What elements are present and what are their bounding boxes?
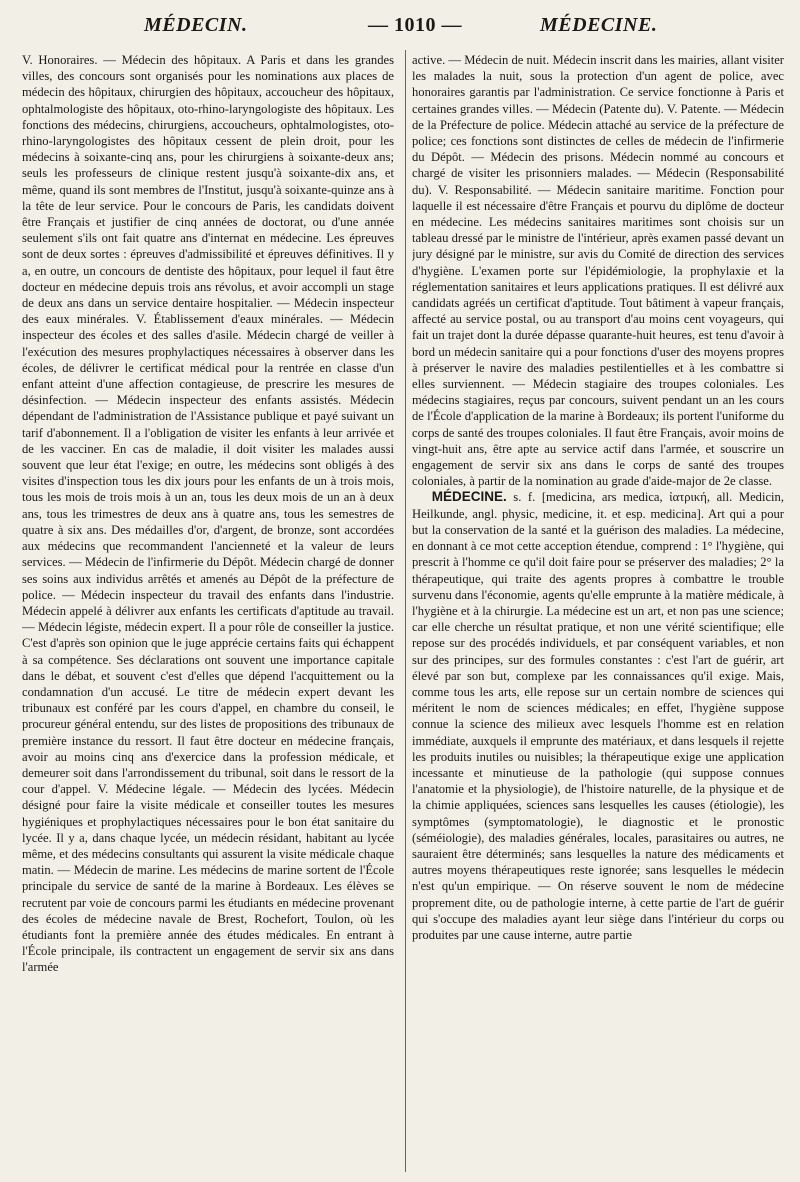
right-column — [412, 52, 784, 1174]
entry-definition: s. f. [medicina, ars medica, ἰατρική, all. Medicin, Heilkunde, angl. physic, medicine, it. et esp. medicina]. Art qui a pour but la conservation de la santé et la guérison des maladies. La médecine, en donnant à ce mot cette acception étendue, comprend : 1° l'hygiène, qui prescrit à l'homme ce qu'il doit faire pour se préserver des maladies; 2° la thérapeutique, qui traite des agents propres à combattre le trouble survenu dans l'économie, agents qu'elle emprunte à la matière médicale, à l'hygiène et à la chirurgie. La médecine est un art, et non pas une science; car elle cherche un résultat pratique, et non une vérité scientifique; elle repose sur des procédés individuels, et par conséquent variables, et non sur des principes, sur des formules constantes : c'est l'art de guérir, art élevé par son but, complexe par les connaissances qu'il exige. Mais, comme tous les arts, elle repose sur un certain nombre de sciences qui méritent le nom de sciences médicales; en effet, l'hygiène suppose connue la science des milieux avec lesquels l'homme est en relation immédiate, auxquels il emprunte des matériaux, et dans lesquels il rejette les produits inutiles ou nuisibles; la thérapeutique exige une application incessante et minutieuse de la pathologie (qui suppose connues l'anatomie et la physiologie), de l'histoire naturelle, de la physique et de la chimie appliquées, sciences sans lesquelles les causes (étiologie), les symptômes (symptomatologie), le diagnostic et le pronostic (séméiologie), des maladies générales, locales, parasitaires ou autres, ne sauraient être déterminés; sans lesquelles la nature des médicaments et autres moyens thérapeutiques reste ignorée; sans lesquelles le médecin n'est qu'un empirique. — On réserve souvent le nom de médecine proprement dite, ou de pathologie interne, à cette partie de l'art de guérir qui s'occupe des maladies ayant leur siège dans l'intérieur du corps ou produites par une cause interne, autre partie — [412, 490, 784, 942]
page-number: — 1010 — — [368, 14, 462, 36]
text-columns — [22, 52, 784, 1174]
left-column — [22, 52, 394, 1174]
left-column-text: V. Honoraires. — Médecin des hôpitaux. A Paris et dans les grandes villes, des concours sont organisés pour les nominations aux places de médecin des hôpitaux, chirurgien des hôpitaux, accoucheur des hôpitaux, ophtalmologiste des hôpitaux, oto-rhino-laryngologiste des hôpitaux. Les fonctions des médecins, chirurgiens, accoucheurs, ophtalmologistes, oto-rhino-laryngologistes des hôpitaux cessent de plein droit, pour les médecins à soixante-cinq ans, pour les chirurgiens à soixante-deux ans; seuls les professeurs de clinique restent jusqu'à soixante-dix ans, et même, quand ils sont membres de l'Institut, jusqu'à soixante-quinze ans à la tête de leur service. Pour le concours de Paris, les candidats doivent être Français et justifier de cinq années de doctorat, ou d'une année seulement s'ils ont fait quatre ans d'internat en médecine. Les épreuves sont de deux sortes : épreuves d'admissibilité et épreuves définitives. Il y a, en outre, un concours de dentiste des hôpitaux, pour lequel il faut être docteur en médecine depuis trois ans révolus, et avoir accompli un stage de deux ans dans un service dentaire hospitalier. — Médecin inspecteur des eaux minérales. V. Établissement d'eaux minérales. — Médecin inspecteur des écoles et des salles d'asile. Médecin chargé de veiller à l'exécution des mesures prophylactiques nécessaires à observer dans les écoles, de délivrer le certificat médical pour la rentrée en classe d'un enfant atteint d'une affection contagieuse, de prescrire les mesures de désinfection. — Médecin inspecteur des enfants assistés. Médecin dépendant de l'administration de l'Assistance publique et payé suivant un tarif d'abonnement. Il a l'obligation de visiter les enfants à leur arrivée et de les vacciner. En cas de maladie, il doit visiter les malades aussi souvent que leur état l'exige; en outre, les médecins sont obligés à des visites d'inspection tous les dix jours pour les enfants de un à trois mois, tous les mois de trois mois à un an, tous les deux mois de un an à deux ans, tous les trimestres de deux ans à quatre ans, tous les semestres de quatre à six ans. Des médailles d'or, d'argent, de bronze, sont accordées aux médecins que recommandent l'ancienneté et la valeur de leurs services. — Médecin de l'infirmerie du Dépôt. Médecin chargé de donner ses soins aux individus arrêtés et amenés au Dépôt de la préfecture de police. — Médecin inspecteur du travail des enfants dans l'industrie. Médecin appelé à délivrer aux enfants les certificats d'aptitude au travail. — Médecin légiste, médecin expert. Il a pour rôle de conseiller la justice. C'est d'après son opinion que le juge apprécie certains faits qui échappent à sa compétence. Ses déclarations ont souvent une importance capitale dans le débat, et souvent c'est d'elles que dépend l'acquittement ou la condamnation d'un accusé. Le titre de médecin expert devant les tribunaux est conféré par les cours d'appel, en chambre du conseil, le procureur général entendu, sur des listes de propositions des tribunaux de première instance du ressort. Il faut être docteur en médecine français, avoir au moins cinq ans d'exercice dans la profession médicale, et demeurer soit dans l'arrondissement du tribunal, soit dans le ressort de la cour d'appel. V. Médecine légale. — Médecin des lycées. Médecin désigné pour faire la visite médicale et conseiller toutes les mesures hygiéniques et prophylactiques nécessaires pour le bon état sanitaire du lycée. Il y a, dans chaque lycée, un médecin résidant, habitant au lycée même, et des médecins consultants qui assurent la visite médicale chaque matin. — Médecin de marine. Les médecins de marine sortent de l'École principale du service de santé de la marine à Bordeaux. Les élèves se recrutent par voie de concours parmi les étudiants en médecine provenant des écoles de médecine navale de Brest, Rochefort, Toulon, où les étudiants font la première année des études médicales. En entrant à l'École principale, ils contractent un engagement de servir six ans dans l'armée — [22, 53, 394, 975]
medecine-entry — [412, 489, 784, 943]
right-column-text: active. — Médecin de nuit. Médecin inscrit dans les mairies, allant visiter les malades la nuit, sous la protection d'un agent de police, avec honoraires garantis par l'administration. Ce service fonctionne à Paris et certaines grandes villes. — Médecin (Patente du). V. Patente. — Médecin de la Préfecture de police. Médecin attaché au service de la préfecture de police; ces fonctions sont distinctes de celles de médecin de l'infirmerie du Dépôt. — Médecin des prisons. Médecin nommé au concours et chargé de visiter les prisonniers malades. — Médecin (Responsabilité du). V. Responsabilité. — Médecin sanitaire maritime. Fonction pour laquelle il est nécessaire d'être Français et pourvu du diplôme de docteur en médecine. Les médecins sanitaires maritimes sont choisis sur un tableau dressé par le ministre de l'intérieur, après examen passé devant un jury désigné par le ministre, sur avis du Comité de direction des services d'hygiène. L'examen porte sur l'épidémiologie, la prophylaxie et la réglementation sanitaires et leurs applications pratiques. Il est délivré aux candidats agréés un certificat d'aptitude. Tout bâtiment à vapeur français, affecté au service postal, ou au transport d'au moins cent voyageurs, qui fait un trajet dont la durée dépasse quarante-huit heures, est tenu d'avoir à bord un médecin sanitaire qui a pour fonctions d'user des moyens propres à préserver le navire des maladies pestilentielles et à les combattre si elles surviennent. — Médecin stagiaire des troupes coloniales. Les médecins stagiaires, reçus par concours, suivent pendant un an les cours de l'École d'application de la marine à Bordeaux; ils portent l'uniforme du corps de santé des troupes coloniales. Il faut être Français, avoir moins de vingt-huit ans, être apte au service actif dans l'armée, et souscrire un engagement de servir six ans dans le corps de santé des troupes coloniales, à partir de la nomination au grade d'aide-major de 2e classe. — [412, 53, 784, 489]
header-right-word: MÉDECINE. — [540, 14, 658, 36]
entry-headword: MÉDECINE. — [431, 489, 507, 505]
page-header — [0, 14, 800, 44]
header-left-word: MÉDECIN. — [144, 14, 248, 36]
